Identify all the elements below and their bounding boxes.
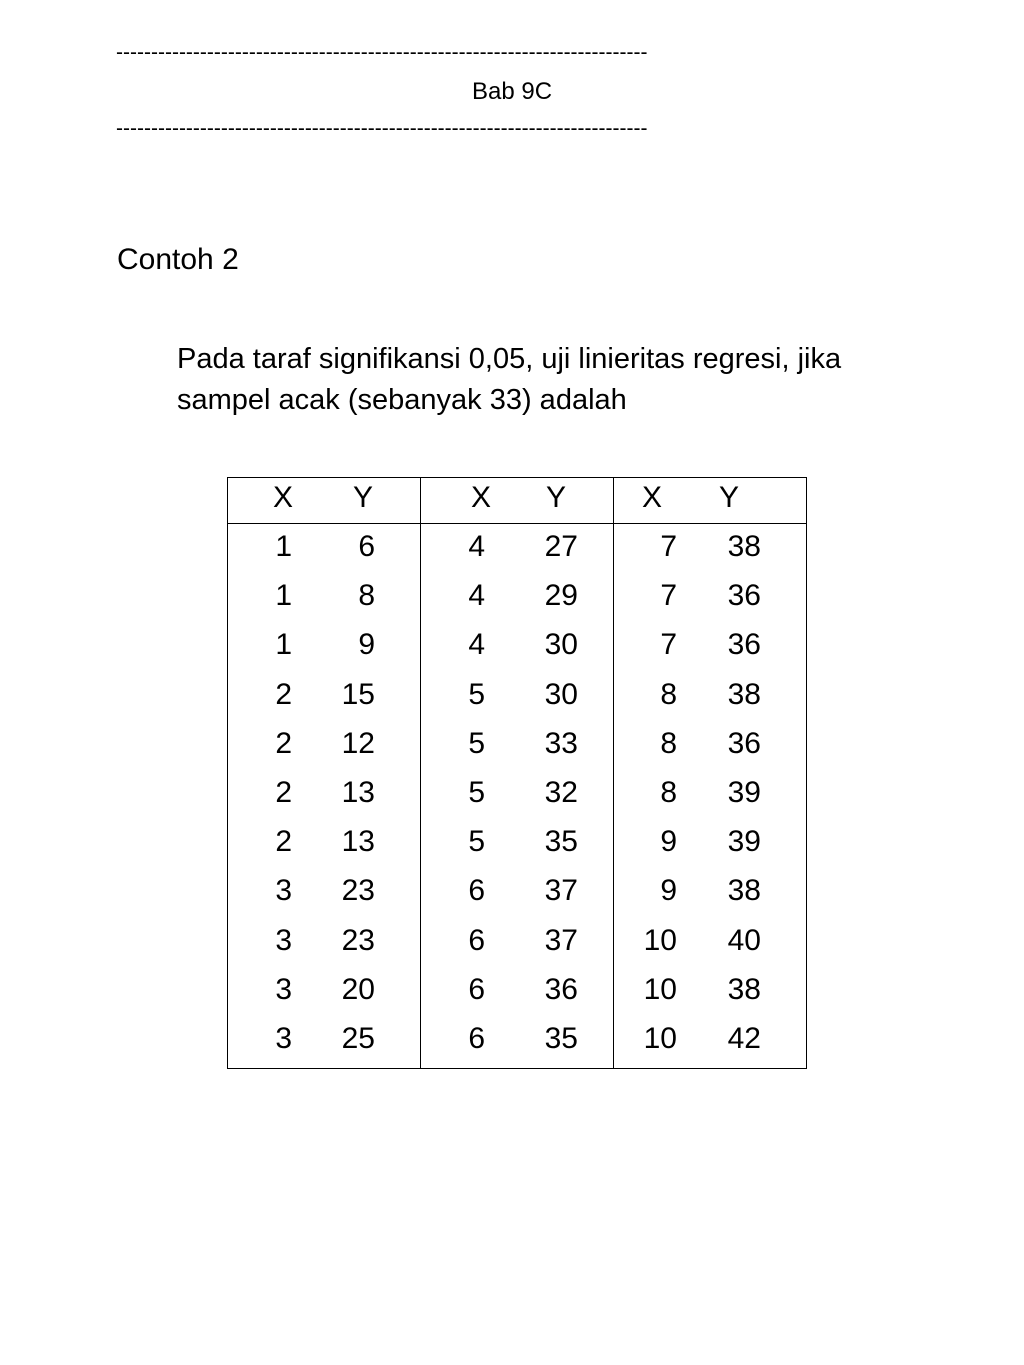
cell-x-value: 10 [643, 1022, 677, 1055]
cell-x-value: 5 [468, 678, 485, 711]
cell-x-value: 1 [275, 579, 292, 612]
cell-y-value: 37 [544, 874, 578, 907]
column-header-x: X [470, 481, 491, 514]
cell-y-value: 32 [544, 776, 578, 809]
cell-x-value: 3 [275, 973, 292, 1006]
cell-x-value: 2 [275, 776, 292, 809]
cell-x-value: 6 [468, 1022, 485, 1055]
cell-y-value: 8 [358, 579, 375, 612]
cell-y-value: 39 [727, 825, 761, 858]
column-header-x: X [641, 481, 662, 514]
cell-x-value: 7 [660, 628, 677, 661]
cell-x-value: 5 [468, 776, 485, 809]
cell-x-value: 1 [275, 628, 292, 661]
cell-y-value: 20 [341, 973, 375, 1006]
cell-x-value: 6 [468, 924, 485, 957]
cell-y-value: 37 [544, 924, 578, 957]
example-title: Contoh 2 [117, 243, 239, 276]
cell-x-value: 3 [275, 1022, 292, 1055]
cell-x-value: 2 [275, 727, 292, 760]
cell-x-value: 3 [275, 874, 292, 907]
cell-x-value: 4 [468, 628, 485, 661]
cell-y-value: 39 [727, 776, 761, 809]
cell-y-value: 23 [341, 874, 375, 907]
column-divider [420, 478, 421, 1068]
cell-x-value: 6 [468, 973, 485, 1006]
column-header-y: Y [352, 481, 373, 514]
cell-x-value: 6 [468, 874, 485, 907]
cell-y-value: 35 [544, 825, 578, 858]
cell-x-value: 7 [660, 530, 677, 563]
cell-y-value: 30 [544, 628, 578, 661]
cell-y-value: 36 [727, 579, 761, 612]
problem-line-1: Pada taraf signifikansi 0,05, uji linieritas regresi, jika [177, 343, 842, 375]
cell-x-value: 10 [643, 924, 677, 957]
cell-y-value: 12 [341, 727, 375, 760]
cell-y-value: 25 [341, 1022, 375, 1055]
cell-x-value: 3 [275, 924, 292, 957]
cell-y-value: 13 [341, 825, 375, 858]
data-table [227, 477, 807, 1069]
cell-y-value: 6 [358, 530, 375, 563]
cell-y-value: 29 [544, 579, 578, 612]
cell-y-value: 38 [727, 530, 761, 563]
cell-x-value: 10 [643, 973, 677, 1006]
problem-line-2: sampel acak (sebanyak 33) adalah [177, 384, 627, 416]
cell-y-value: 38 [727, 678, 761, 711]
cell-y-value: 35 [544, 1022, 578, 1055]
cell-x-value: 2 [275, 825, 292, 858]
cell-y-value: 30 [544, 678, 578, 711]
cell-y-value: 40 [727, 924, 761, 957]
cell-x-value: 2 [275, 678, 292, 711]
cell-y-value: 9 [358, 628, 375, 661]
cell-x-value: 4 [468, 579, 485, 612]
cell-y-value: 15 [341, 678, 375, 711]
column-header-y: Y [545, 481, 566, 514]
cell-y-value: 38 [727, 874, 761, 907]
header-rule-bottom: ---------------------------------------------------------------------------- [116, 117, 648, 140]
header-rule-top: ---------------------------------------------------------------------------- [116, 41, 648, 64]
column-header-y: Y [718, 481, 739, 514]
problem-statement [177, 339, 977, 421]
cell-x-value: 5 [468, 727, 485, 760]
cell-x-value: 8 [660, 727, 677, 760]
cell-x-value: 1 [275, 530, 292, 563]
column-header-x: X [272, 481, 293, 514]
cell-x-value: 4 [468, 530, 485, 563]
cell-y-value: 36 [727, 727, 761, 760]
chapter-title: Bab 9C [471, 78, 553, 105]
cell-y-value: 23 [341, 924, 375, 957]
cell-x-value: 9 [660, 874, 677, 907]
cell-y-value: 33 [544, 727, 578, 760]
cell-y-value: 38 [727, 973, 761, 1006]
cell-x-value: 8 [660, 678, 677, 711]
column-divider [613, 478, 614, 1068]
cell-y-value: 13 [341, 776, 375, 809]
cell-x-value: 5 [468, 825, 485, 858]
cell-x-value: 7 [660, 579, 677, 612]
cell-x-value: 9 [660, 825, 677, 858]
cell-y-value: 42 [727, 1022, 761, 1055]
cell-y-value: 36 [727, 628, 761, 661]
cell-y-value: 36 [544, 973, 578, 1006]
cell-y-value: 27 [544, 530, 578, 563]
cell-x-value: 8 [660, 776, 677, 809]
